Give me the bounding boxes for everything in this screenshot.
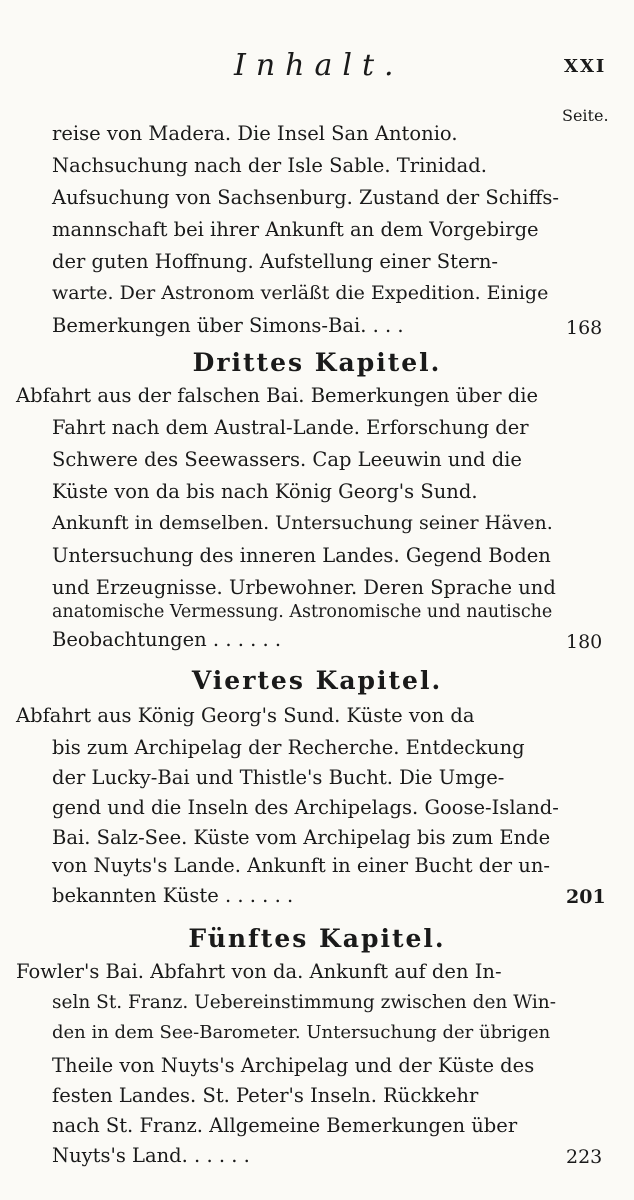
toc-line: nach St. Franz. Allgemeine Bemerkungen über (52, 1114, 518, 1137)
toc-line: gend und die Inseln des Archipelags. Goose-Island- (52, 796, 559, 819)
toc-line: warte. Der Astronom verläßt die Expedition. Einige (52, 282, 549, 304)
seite-label: Seite. (562, 106, 609, 125)
toc-line: und Erzeugnisse. Urbewohner. Deren Sprache und (52, 576, 556, 599)
toc-line: reise von Madera. Die Insel San Antonio. (52, 122, 458, 145)
toc-line: Küste von da bis nach König Georg's Sund. (52, 480, 478, 503)
chapter-heading: Fünftes Kapitel. (188, 924, 446, 953)
toc-line: seln St. Franz. Uebereinstimmung zwischen den Win- (52, 992, 556, 1013)
toc-line: von Nuyts's Lande. Ankunft in einer Bucht der un- (52, 854, 550, 877)
roman-page-number: XXI (564, 56, 607, 77)
toc-line: der guten Hoffnung. Aufstellung einer Stern- (52, 250, 498, 273)
toc-page-number: 201 (566, 886, 606, 908)
toc-line: festen Landes. St. Peter's Inseln. Rückkehr (52, 1084, 479, 1107)
toc-line: Ankunft in demselben. Untersuchung seiner Häven. (52, 512, 553, 534)
toc-line: der Lucky-Bai und Thistle's Bucht. Die Umge- (52, 766, 505, 789)
chapter-heading: Drittes Kapitel. (192, 348, 442, 377)
toc-line: den in dem See-Barometer. Untersuchung der übrigen (52, 1022, 551, 1043)
toc-line: bis zum Archipelag der Recherche. Entdeckung (52, 736, 525, 759)
toc-line: Aufsuchung von Sachsenburg. Zustand der Schiffs- (52, 186, 559, 209)
toc-line: bekannten Küste . . . . . . (52, 884, 294, 907)
page-title: Inhalt. (234, 48, 404, 83)
toc-line: mannschaft bei ihrer Ankunft an dem Vorgebirge (52, 218, 539, 241)
toc-line: Bai. Salz-See. Küste vom Archipelag bis zum Ende (52, 826, 551, 849)
toc-line: anatomische Vermessung. Astronomische und nautische (52, 602, 553, 622)
toc-line: Fahrt nach dem Austral-Lande. Erforschung der (52, 416, 529, 439)
page-header (0, 48, 634, 88)
toc-line: Beobachtungen . . . . . . (52, 628, 282, 651)
toc-page-number: 168 (566, 317, 603, 339)
toc-page-number: 180 (566, 631, 603, 653)
toc-line: Abfahrt aus der falschen Bai. Bemerkungen über die (16, 384, 539, 407)
toc-line: Bemerkungen über Simons-Bai. . . . (52, 314, 404, 337)
toc-line: Theile von Nuyts's Archipelag und der Küste des (52, 1054, 535, 1077)
toc-line: Untersuchung des inneren Landes. Gegend Boden (52, 544, 551, 567)
toc-line: Nachsuchung nach der Isle Sable. Trinidad. (52, 154, 487, 177)
toc-page-number: 223 (566, 1146, 603, 1168)
toc-line: Abfahrt aus König Georg's Sund. Küste von da (16, 704, 475, 727)
toc-line: Nuyts's Land. . . . . . (52, 1144, 250, 1167)
toc-line: Schwere des Seewassers. Cap Leeuwin und die (52, 448, 522, 471)
chapter-heading: Viertes Kapitel. (191, 666, 443, 695)
toc-line: Fowler's Bai. Abfahrt von da. Ankunft auf den In- (16, 960, 502, 983)
